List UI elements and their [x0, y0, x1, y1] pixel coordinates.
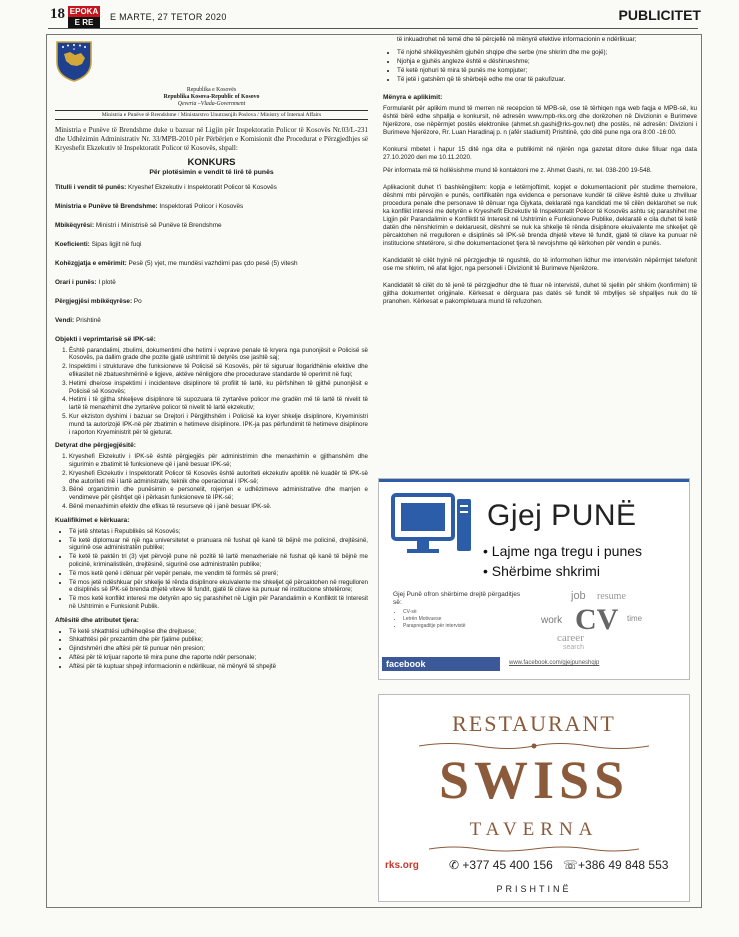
notice-right-column: [383, 36, 697, 466]
phone-1: [449, 858, 553, 872]
skills-heading: Aftësitë dhe atributet tjera:: [55, 616, 139, 624]
ad-accent-bar: [379, 479, 689, 482]
list-item: • CV-së: [403, 609, 523, 615]
notice-title: KONKURS: [187, 156, 236, 168]
skills-continued: të inkuadrohet në temë dhe të përcjellë në mënyrë efektive informacionin e ndërlikuar;: [397, 36, 637, 43]
list-item: • Të mos jetë ndëshkuar për shkelje të rënda disiplinore ekuivalente me shkeljet që përcaktohen në rregulloren e disiplinës së IPK-së brenda dhjetë viteve të fundit, gjatë të cilave ka punuar në institucione shtetërore;: [69, 579, 368, 595]
qualifications-heading: Kualifikimet e kërkuara:: [55, 516, 130, 524]
field-label: Mbikëqyrësi:: [55, 222, 95, 230]
list-item: • Të ketë njohuri të mira të punës me kompjuter;: [397, 67, 697, 75]
list-item: 2. Kryeshefi Ekzekutiv i Inspektoratit Policor të Kosovës është autoriteti ekzekutiv apolitik në kuadër të IPK-së dhe autoriteti më i lartë administrativ, teknik dhe operacional i IPK-së;: [69, 470, 368, 486]
issue-date: E MARTE, 27 TETOR 2020: [110, 12, 227, 22]
list-item: • Të njohë shkëlqyeshëm gjuhën shqipe dhe serbe (me shkrim dhe me gojë);: [397, 49, 697, 57]
list-item: • Të ketë të paktën tri (3) vjet përvojë pune në pozitë të lartë menaxheriale në fushat që kanë të bëjnë me policinë, kriminalistikën, drejtësinë, sigurinë ose administratën publike;: [69, 553, 368, 569]
interview-text: Kandidatët të cilët do të jenë të përzgjedhur dhe të ftuar në intervistë, duhet të sjellin për shikim (konfirmim) të gjitha dokumentet origjinale. Kërkesat e dërguara pas datës së fundit të mbylljes së shpalljes nuk do të pranohen. Kërkesat e pakompletuara mund të refuzohen.: [383, 281, 697, 305]
section-title: PUBLICITET: [618, 7, 701, 23]
duties-list: [55, 453, 368, 511]
field-row: [55, 279, 368, 288]
cv-word: career: [557, 632, 584, 644]
field-row: [55, 203, 368, 212]
list-item: • Njohja e gjuhës angleze është e dëshirueshme;: [397, 58, 697, 66]
documents-text: Aplikacionit duhet t'i bashkëngjitem: kopja e letërnjoftimit, kopjet e dokumentacionit për studime themelore, dëshmi mbi përvojën e punës, certifikatën nga evidenca e personave kundër të cilëve është duke u zhvilluar procedura penale dhe personave të dënuar nga Gjykata, deklaratë nga kandidati me të cilën deklarohet se nuk ka konflikt interesi me detyrën e Kryeshefit Ekzekutiv të Inspektoratit Policor të Kosovës ashtu siç parashihet me Ligjin për Parandalimin e Konfliktit të Interesit në Ushtrimin e Funksioneve Publike, deklaratë e cila duhet të ketë datën dhe nënshkrimin e deklaruesit, dëshmi se nuk ka shkelje të rënda disiplinore ekuivalente me shkeljet që përcaktohen në rregulloren e disiplinës së IPK-së brenda dhjetë viteve të fundit, gjatë të cilave ka punuar në institucione shtetërore, si dhe dokumentacionet tjera të nevojshme që kërkohen për vendin e punës.: [383, 183, 697, 247]
phone-2: [563, 858, 668, 872]
cv-word: job: [571, 590, 586, 602]
list-item: • Gjindshmëri dhe aftësi për të punuar nën presion;: [69, 645, 368, 653]
list-item: • Parapregaditje për intervistë: [403, 623, 523, 629]
apply-text: Formularët për aplikim mund të merren në recepcion të MPB-së, ose të tërhiqen nga web faqja e MPB-së, ku është bërë edhe shpallja e konkursit, në adresën www.mpb-rks.org dhe dorëzohen në Divizionin e Burimeve Njerëzore, ose nëpërmjet postës elektronike (ahmet.sh.gashi@rks-gov.net) dhe postës, në adresën: Divizioni i Burimeve Njerëzore, Rr. Luan Haradinaj p. n (afër stadiumit) Prishtinë, çdo ditë pune nga ora 8:00 -16:00.: [383, 104, 697, 136]
field-row: [55, 222, 368, 231]
field-label: Kohëzgjatja e emërimit:: [55, 260, 127, 268]
cv-word: resume: [597, 591, 626, 602]
phone-number: +377 45 400 156: [462, 858, 553, 872]
field-label: Orari i punës:: [55, 278, 97, 286]
page-number: 18: [50, 6, 65, 22]
ministry-line: Ministria e Punëve të Brendshme / Ministarstvo Unutrasnjih Poslova / Ministry of Internal Affairs: [55, 110, 368, 120]
gjejpune-ad[interactable]: [378, 478, 690, 680]
objectives-heading: Objekti i veprimtarisë së IPK-së:: [55, 335, 156, 343]
field-value: Pesë (5) vjet, me mundësi vazhdimi pas çdo pesë (5) vitesh: [128, 260, 298, 268]
field-row: [55, 241, 368, 250]
restaurant-subtitle: TAVERNA: [469, 819, 599, 840]
gov-line-2: Republika Kosova-Republic of Kosovo: [163, 93, 260, 100]
ornament-divider-icon: [429, 845, 639, 853]
list-item: 4. Hetimi i të gjitha shkeljeve disiplinore të supozuara të zyrtarëve policor me gradën më të lartë të nivelit të lartë të menaxhimit dhe zyrtarëve policor të nivelit të lartë ekzekutiv;: [69, 396, 368, 412]
cv-label: CV: [575, 603, 619, 636]
field-row: [55, 260, 368, 269]
shortlist-text: Kandidatët të cilët hyjnë në përzgjedhje të ngushtë, do të informohen lidhur me intervistën nëpërmjet telefonit ose me shkrim, në afat ligjor, nga personeli i Divizionit të Burimeve Njerëzore.: [383, 256, 697, 272]
field-value: Kryeshef Ekzekutiv i Inspektoratit Policor të Kosovës: [128, 184, 277, 192]
duties-heading: Detyrat dhe përgjegjësitë:: [55, 442, 136, 450]
list-item: 4. Bënë menaxhimin efektiv dhe efikas të resurseve që i janë besuar IPK-së.: [69, 503, 368, 511]
field-label: Vendi:: [55, 316, 75, 324]
list-item: 2. Inspektimi i strukturave dhe funksioneve të Policisë së Kosovës, për të siguruar llogaridhënie efektive dhe efikasitet në zbatueshmërinë e ligjeve, aktëve nënligjore dhe procedurave standarde të operimit në fuqi;: [69, 363, 368, 379]
gjejpune-title: Gjej PUNË: [487, 499, 637, 532]
gjejpune-bullet: • Lajme nga tregu i punes: [483, 543, 643, 559]
bullet-text: Shërbime shkrimi: [491, 563, 600, 579]
cv-word: time: [627, 614, 643, 623]
field-value: Prishtinë: [75, 316, 101, 324]
contact-text: Për informata më të hollësishme mund të kontaktoni me z. Ahmet Gashi, nr. tel. 038-200 19-548.: [383, 166, 652, 174]
logo-top: EPOKA: [69, 7, 99, 16]
list-item: • Të mos ketë qenë i dënuar për vepër penale, me vendim të formës së prerë;: [69, 570, 368, 578]
list-item: • Të ketë shkathtësi udhëheqëse dhe drejtuese;: [69, 628, 368, 636]
field-row: [55, 298, 368, 307]
field-row: [55, 184, 368, 193]
restaurant-city: PRISHTINË: [496, 884, 572, 894]
list-item: • Të jetë shtetas i Republikës së Kosovës;: [69, 528, 368, 536]
list-item: • Të mos ketë konflikt interesi me detyrën apo siç parashihet në Ligjin për Parandalimin e Konfliktit të Interesit në Ushtrimin e Funksionit Publik.: [69, 595, 368, 611]
field-label: Koeficienti:: [55, 241, 90, 249]
logo-bottom: E RE: [68, 17, 100, 28]
field-label: Titulli i vendit të punës:: [55, 184, 127, 192]
field-value: I plotë: [98, 278, 116, 286]
gjejpune-bullet: • Shërbime shkrimi: [483, 563, 600, 579]
services-list: [393, 609, 523, 629]
field-value: Po: [133, 297, 142, 305]
objectives-list: [55, 347, 368, 437]
field-value: Sipas ligjit në fuqi: [91, 241, 142, 249]
list-item: • Aftësi për të krijuar raporte të mira pune dhe raporte ndër personale;: [69, 654, 368, 662]
qualifications-list: [55, 528, 368, 611]
list-item: • Të jetë i gatshëm që të shërbejë edhe me orar të pakufizuar.: [397, 76, 697, 84]
phone-icon: ✆: [449, 858, 460, 872]
page-header: [0, 0, 739, 30]
list-item: • Letrën Motivuese: [403, 616, 523, 622]
field-value: Ministri i Ministrisë së Punëve të Brendshme: [95, 222, 222, 230]
newspaper-logo: [68, 6, 100, 28]
bullet-text: Lajme nga tregu i punes: [491, 543, 643, 559]
facebook-link[interactable]: www.facebook.com/gjejpuneshqip: [509, 660, 600, 666]
list-item: 1. Kryeshefi Ekzekutiv i IPK-së është përgjegjës për administrimin dhe menaxhimin e gjithanshëm dhe sigurimin e zbatimit të funksioneve që i janë besuar IPK-së;: [69, 453, 368, 469]
notice-left-column: [55, 36, 368, 906]
intro-paragraph: Ministria e Punëve të Brendshme duke u bazuar në Ligjin për Inspektoratin Policor të Kosovës Nr.03/L-231 dhe Udhëzimin Administrativ Nr. 33/MPB-2010 për Përbërjen e Komisionit dhe Procedurat e Përzgjedhjes së Kryeshefit Ekzekutiv të Inspektoratit Policor të Kosovës, shpall:: [55, 125, 368, 152]
services-intro: Gjej Punë ofron shërbime drejtë përgaditjes së:: [393, 591, 521, 606]
field-row: [55, 317, 368, 326]
services-block: [393, 591, 523, 630]
job-fields: [55, 184, 368, 325]
list-item: • Aftësi për të kuptuar shpejt informacionin e ndërlikuar, në mënyrë të shpejtë: [69, 663, 368, 671]
list-item: 1. Është parandalimi, zbulimi, dokumentimi dhe hetimi i veprave penale të kryera nga punonjësit e Policisë së Kosovës, pa dallim grade dhe pozite gjatë ushtrimit të detyrës ose jashtë saj;: [69, 347, 368, 363]
gov-line-1: Republika e Kosovës: [186, 86, 237, 93]
list-item: • Shkathtësi për prezantim dhe për fjalime publike;: [69, 636, 368, 644]
field-value: Inspektorati Policor i Kosovës: [159, 203, 244, 211]
deadline-text: Konkursi mbetet i hapur 15 ditë nga dita e publikimit në njërën nga gazetat ditore duke filluar nga data 27.10.2020 deri me 10.11.2020.: [383, 145, 697, 161]
gov-line-3: Qeveria –Vlada-Government: [177, 100, 246, 107]
list-item: • Të ketë diplomuar në një nga universitetet e pranuara në fushat që kanë të bëjnë me policinë, drejtësinë, sigurinë ose administratën publike;: [69, 537, 368, 553]
cv-word: search: [563, 644, 585, 651]
skills-continued-list: [383, 49, 697, 84]
list-item: 3. Hetimi dhe/ose inspektimi i incidenteve disiplinore të profilit të lartë, ku përfshihen të gjithë punonjësit e Policisë së Kosovës;: [69, 380, 368, 396]
computer-icon: [389, 489, 475, 575]
list-item: 5. Kur ekziston dyshimi i bazuar se Drejtori i Përgjithshëm i Policisë ka kryer shkelje disiplinore, Kryeministri mund ta autorizojë IPK-në për zbatimin e hetimeve disiplinore. IPK-ja pas përfundimit të hetimeve disiplinore i raporton Kryeministrit për të gjeturat.: [69, 413, 368, 436]
field-label: Përgjegjësi mbikëqyrëse:: [55, 297, 133, 305]
viber-icon: ☏: [563, 858, 579, 872]
header-rule: [48, 28, 698, 29]
cv-word: work: [541, 615, 563, 626]
field-label: Ministria e Punëve të Brendshme:: [55, 203, 158, 211]
skills-list: [55, 628, 368, 671]
notice-subtitle: Për plotësimin e vendit të lirë të punës: [149, 168, 274, 176]
phone-number: +386 49 848 553: [578, 858, 669, 872]
restaurant-name: SWISS: [438, 750, 630, 810]
apply-heading: Mënyra e aplikimit:: [383, 94, 443, 101]
kosovo-emblem-icon: [55, 40, 93, 82]
list-item: 3. Bënë organizimin dhe punësimin e personelit, rojerrjen e udhëzimeve administrative dhe marrjen e vendimeve për çështjet që i përkasin funksioneve të IPK-së;: [69, 486, 368, 502]
restaurant-website: rks.org: [385, 860, 419, 871]
restaurant-label: RESTAURANT: [452, 711, 616, 736]
cv-wordcloud-icon: [537, 585, 655, 651]
facebook-button[interactable]: facebook: [382, 657, 500, 671]
swiss-taverna-ad: [378, 694, 690, 902]
